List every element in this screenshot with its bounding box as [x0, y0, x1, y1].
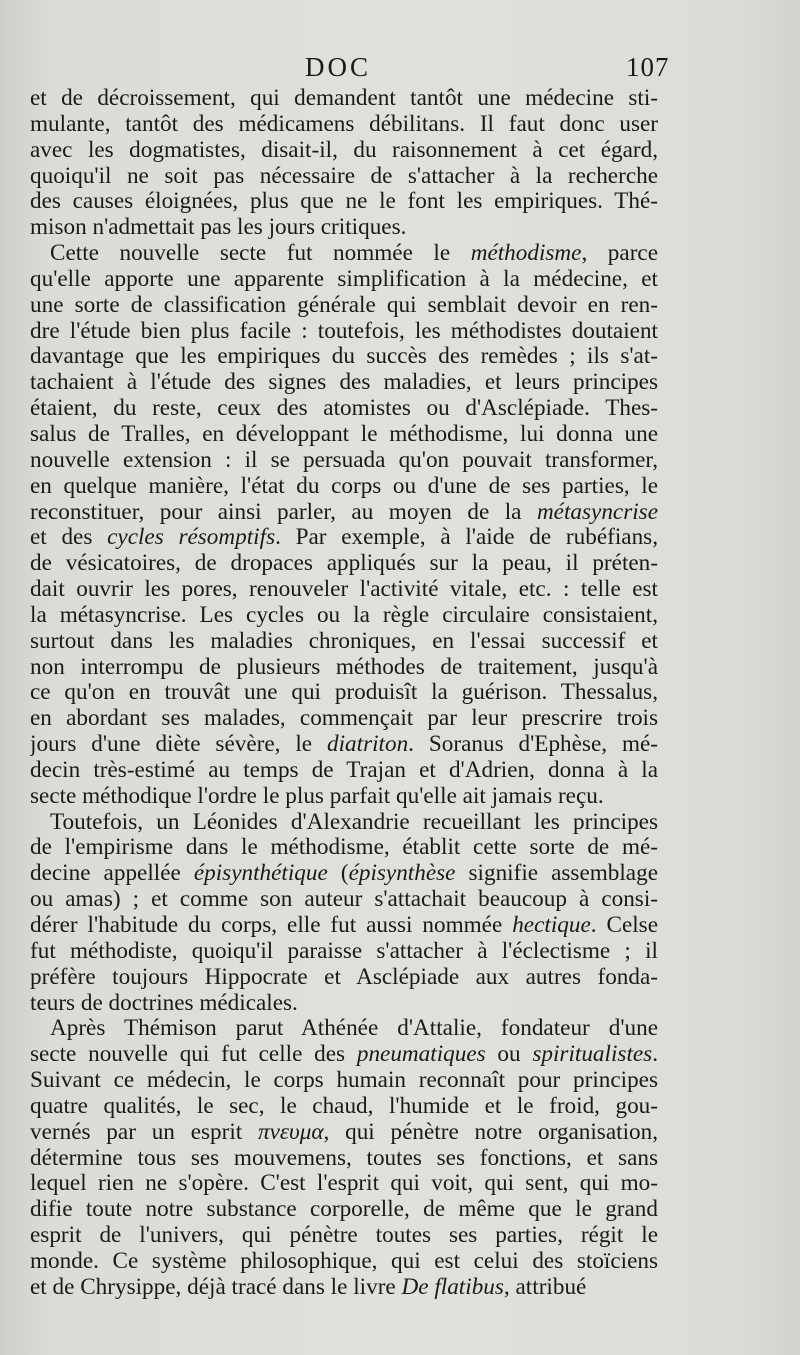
text-line: decin très-estimé au temps de Trajan et d'Adrien, donna à la — [30, 757, 658, 783]
text-line: une sorte de classification générale qui semblait devoir en ren- — [30, 292, 658, 318]
text-line: salus de Tralles, en développant le méthodisme, lui donna une — [30, 421, 658, 447]
text-line: fut méthodiste, quoiqu'il paraisse s'attacher à l'éclectisme ; il — [30, 938, 658, 964]
text-line: mison n'admettait pas les jours critiques. — [30, 215, 407, 241]
page-header — [0, 52, 800, 88]
text-line: de l'empirisme dans le méthodisme, établit cette sorte de mé- — [30, 835, 658, 861]
text-line: de vésicatoires, de dropaces appliqués sur la peau, il préten- — [30, 551, 658, 577]
text-line: vernés par un esprit πνευμα, qui pénètre notre organisation, — [30, 1119, 658, 1145]
text-line: ou amas) ; et comme son auteur s'attachait beaucoup à consi- — [30, 887, 658, 913]
text-line: ce qu'on en trouvât une qui produisît la guérison. Thessalus, — [30, 680, 658, 706]
text-line: des causes éloignées, plus que ne le font les empiriques. Thé- — [30, 189, 658, 215]
text-line: Cette nouvelle secte fut nommée le méthodisme, parce — [50, 241, 658, 267]
text-line: détermine tous ses mouvemens, toutes ses fonctions, et sans — [30, 1145, 658, 1171]
text-line: nouvelle extension : il se persuada qu'on pouvait transformer, — [30, 447, 658, 473]
text-line: en quelque manière, l'état du corps ou d'une de ses parties, le — [30, 473, 658, 499]
running-head: DOC — [305, 52, 372, 82]
text-line: monde. Ce système philosophique, qui est celui des stoïciens — [30, 1248, 658, 1274]
text-line: en abordant ses malades, commençait par leur prescrire trois — [30, 706, 658, 732]
text-line: tachaient à l'étude des signes des maladies, et leurs principes — [30, 370, 658, 396]
text-line: secte méthodique l'ordre le plus parfait qu'elle ait jamais reçu. — [30, 783, 604, 809]
text-line: la métasyncrise. Les cycles ou la règle circulaire consistaient, — [30, 602, 658, 628]
text-line: avec les dogmatistes, disait-il, du raisonnement à cet égard, — [30, 137, 658, 163]
text-line: decine appellée épisynthétique (épisynthèse signifie assemblage — [30, 861, 658, 887]
text-line: quoiqu'il ne soit pas nécessaire de s'attacher à la recherche — [30, 163, 658, 189]
text-line: esprit de l'univers, qui pénètre toutes ses parties, régit le — [30, 1223, 658, 1249]
text-line: quatre qualités, le sec, le chaud, l'humide et le froid, gou- — [30, 1093, 658, 1119]
text-line: difie toute notre substance corporelle, de même que le grand — [30, 1197, 658, 1223]
text-line: non interrompu de plusieurs méthodes de traitement, jusqu'à — [30, 654, 658, 680]
text-line: surtout dans les maladies chroniques, en l'essai successif et — [30, 628, 658, 654]
text-line: et des cycles résomptifs. Par exemple, à l'aide de rubéfians, — [30, 525, 658, 551]
text-line: préfère toujours Hippocrate et Asclépiade aux autres fonda- — [30, 964, 658, 990]
text-line: davantage que les empiriques du succès des remèdes ; ils s'at- — [30, 344, 658, 370]
text-line: et de décroissement, qui demandent tantôt une médecine sti- — [30, 86, 658, 111]
text-line: Toutefois, un Léonides d'Alexandrie recueillant les principes — [50, 809, 658, 835]
text-line: Après Thémison parut Athénée d'Attalie, fondateur d'une — [50, 1016, 658, 1042]
text-line: teurs de doctrines médicales. — [30, 990, 298, 1016]
text-line: étaient, du reste, ceux des atomistes ou d'Asclépiade. Thes- — [30, 396, 658, 422]
text-line: jours d'une diète sévère, le diatriton. Soranus d'Ephèse, mé- — [30, 732, 658, 758]
body-text — [30, 86, 658, 1301]
page-number: 107 — [626, 52, 670, 82]
text-line: Suivant ce médecin, le corps humain reconnaît pour principes — [30, 1068, 658, 1094]
text-line: lequel rien ne s'opère. C'est l'esprit qui voit, qui sent, qui mo- — [30, 1171, 658, 1197]
text-line: dérer l'habitude du corps, elle fut aussi nommée hectique. Celse — [30, 913, 658, 938]
text-line: qu'elle apporte une apparente simplification à la médecine, et — [30, 266, 658, 292]
text-line: secte nouvelle qui fut celle des pneumatiques ou spiritualistes. — [30, 1042, 658, 1068]
text-line: et de Chrysippe, déjà tracé dans le livre De flatibus, attribué — [30, 1274, 587, 1300]
text-line: dait ouvrir les pores, renouveler l'activité vitale, etc. : telle est — [30, 577, 658, 603]
text-line: reconstituer, pour ainsi parler, au moyen de la métasyncrise — [30, 499, 658, 525]
text-line: mulante, tantôt des médicamens débilitans. Il faut donc user — [30, 111, 658, 137]
text-line: dre l'étude bien plus facile : toutefois, les méthodistes doutaient — [30, 318, 658, 344]
